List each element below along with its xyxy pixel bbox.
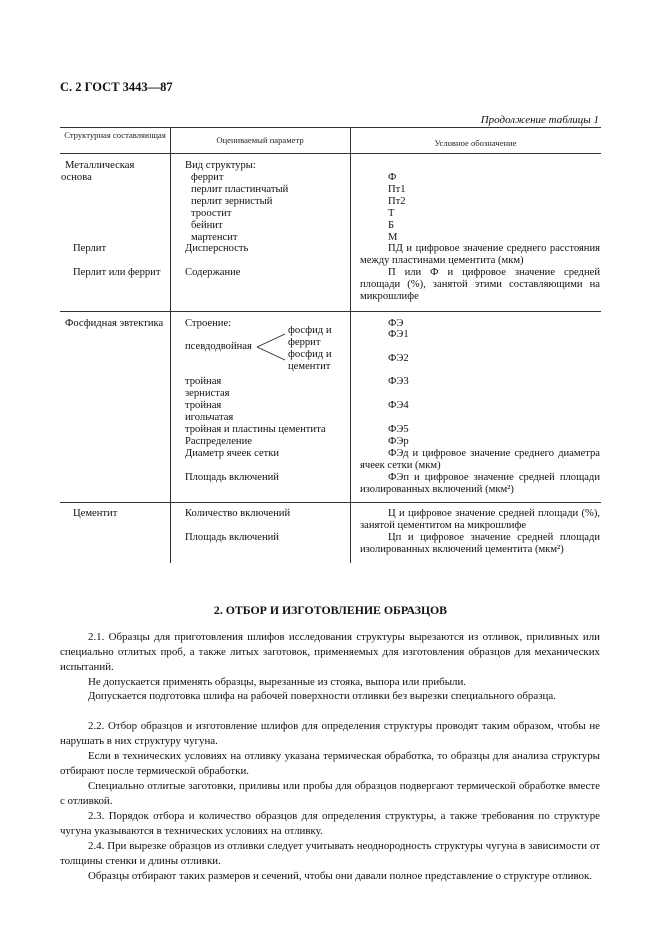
param-inclusion-area: Площадь включений (185, 532, 279, 543)
paragraph: Не допускается применять образцы, вырезанные из стояка, выпора или прибыли. (88, 676, 467, 688)
designation-FEp: ФЭп и цифровое значение средней площади изолированных включений (мкм²) (360, 472, 600, 495)
param-ferrite: феррит (191, 172, 224, 183)
param-bainite: бейнит (191, 220, 223, 231)
designation-FE5: ФЭ5 (388, 424, 409, 435)
param-pseudo-double: псевдодвойная (185, 341, 252, 352)
designation-FE1: ФЭ1 (388, 329, 409, 340)
paragraph: Если в технических условиях на отливку указана термическая обработка, то образцы для анализа структуры отбирают после термической обработки. (60, 750, 600, 777)
designation-F: Ф (388, 172, 397, 183)
paragraph-2-4: 2.4. При вырезке образцов из отливки следует учитывать неоднородность структуры чугуна в зависимости от толщины стенки и длины отливки. (60, 840, 600, 867)
table-header-rule (60, 153, 601, 154)
section-title: 2. ОТБОР И ИЗГОТОВЛЕНИЕ ОБРАЗЦОВ (213, 603, 448, 617)
param-troostite: троостит (191, 208, 232, 219)
param-content: Содержание (185, 267, 241, 278)
param-inclusion-area: Площадь включений (185, 472, 279, 483)
designation-PD: ПД и цифровое значение среднего расстояния между пластинами цементита (мкм) (360, 243, 600, 266)
param-phosphide-ferrite: фосфид и феррит (288, 325, 332, 348)
document-reference: С. 2 ГОСТ 3443—87 (60, 80, 173, 94)
designation-FEd: ФЭд и цифровое значение среднего диаметра ячеек сетки (мкм) (360, 448, 600, 471)
designation-T: Т (388, 208, 395, 219)
param-triple-grain: тройная зернистая (185, 376, 230, 399)
paragraph: Допускается подготовка шлифа на рабочей поверхности отливки без вырезки специального образца. (88, 690, 556, 702)
param-cell-diameter: Диаметр ячеек сетки (185, 448, 280, 459)
param-distribution: Распределение (185, 436, 252, 447)
table-column-divider (350, 127, 351, 563)
param-triple-plates: тройная и пластины цементита (185, 424, 326, 435)
table-top-rule (60, 127, 601, 128)
param-phosphide-cementite: фосфид и цементит (288, 349, 332, 372)
designation-FE4: ФЭ4 (388, 400, 409, 411)
designation-Pt2: Пт2 (388, 196, 406, 207)
designation-M: М (388, 232, 398, 243)
designation-Pt1: Пт1 (388, 184, 406, 195)
param-martensite: мартенсит (191, 232, 238, 243)
table-group-rule (60, 311, 601, 312)
designation-FE: ФЭ (388, 318, 404, 329)
designation-FE3: ФЭ3 (388, 376, 409, 387)
paragraph-2-2: 2.2. Отбор образцов и изготовление шлифов для определения структуры проводят таким образом, чтобы не нарушать в них структуру чугуна. (60, 720, 600, 747)
column-header-parameter: Оцениваемый параметр (216, 135, 304, 145)
designation-FE2: ФЭ2 (388, 353, 409, 364)
table-group-rule (60, 502, 601, 503)
column-header-designation: Условное обозначение (434, 138, 517, 148)
param-triple-needle: тройная игольчатая (185, 400, 234, 423)
component-phosphide-eutectic: Фосфидная эвтектика (65, 318, 164, 329)
brace-connector-icon (255, 328, 287, 368)
paragraph: Специально отлитые заготовки, приливы или пробы для образцов подвергают термической обработке вместе с отливкой. (60, 780, 600, 807)
component-perlite-ferrite: Перлит или феррит (73, 267, 161, 278)
param-structure: Строение: (185, 318, 232, 329)
paragraph: Образцы отбирают таких размеров и сечений, чтобы они давали полное представление о структуре отливок. (88, 870, 593, 882)
paragraph-2-3: 2.3. Порядок отбора и количество образцов для определения структуры, а также требования по структуре чугуна указываются в технических условиях на отливку. (60, 810, 600, 837)
param-dispersity: Дисперсность (185, 243, 249, 254)
param-perlite-grain: перлит зернистый (191, 196, 273, 207)
designation-FEr: ФЭр (388, 436, 409, 447)
designation-Cp: Цп и цифровое значение средней площади изолированных включений цементита (мкм²) (360, 532, 600, 555)
column-header-component: Структурная составляющая (64, 130, 166, 140)
designation-C: Ц и цифровое значение средней площади (%), занятой цементитом на микрошлифе (360, 508, 600, 531)
component-perlite: Перлит (73, 243, 107, 254)
component-metal-base: Металлическая основа (61, 160, 135, 183)
component-cementite: Цементит (73, 508, 118, 519)
paragraph-2-1: 2.1. Образцы для приготовления шлифов исследования структуры вырезаются из отливок, приливных или специально отлитых проб, а также литых заготовок, применяемых для изготовления образцов для механических испытаний. (60, 631, 600, 673)
table-column-divider (170, 127, 171, 563)
param-inclusion-count: Количество включений (185, 508, 291, 519)
designation-B: Б (388, 220, 395, 231)
param-perlite-plate: перлит пластинчатый (191, 184, 289, 195)
designation-PF: П или Ф и цифровое значение средней площади (%), занятой этими составляющими на микрошлифе (360, 267, 600, 302)
table-continuation-note: Продолжение таблицы 1 (480, 114, 599, 126)
param-structure-type: Вид структуры: (185, 160, 256, 171)
